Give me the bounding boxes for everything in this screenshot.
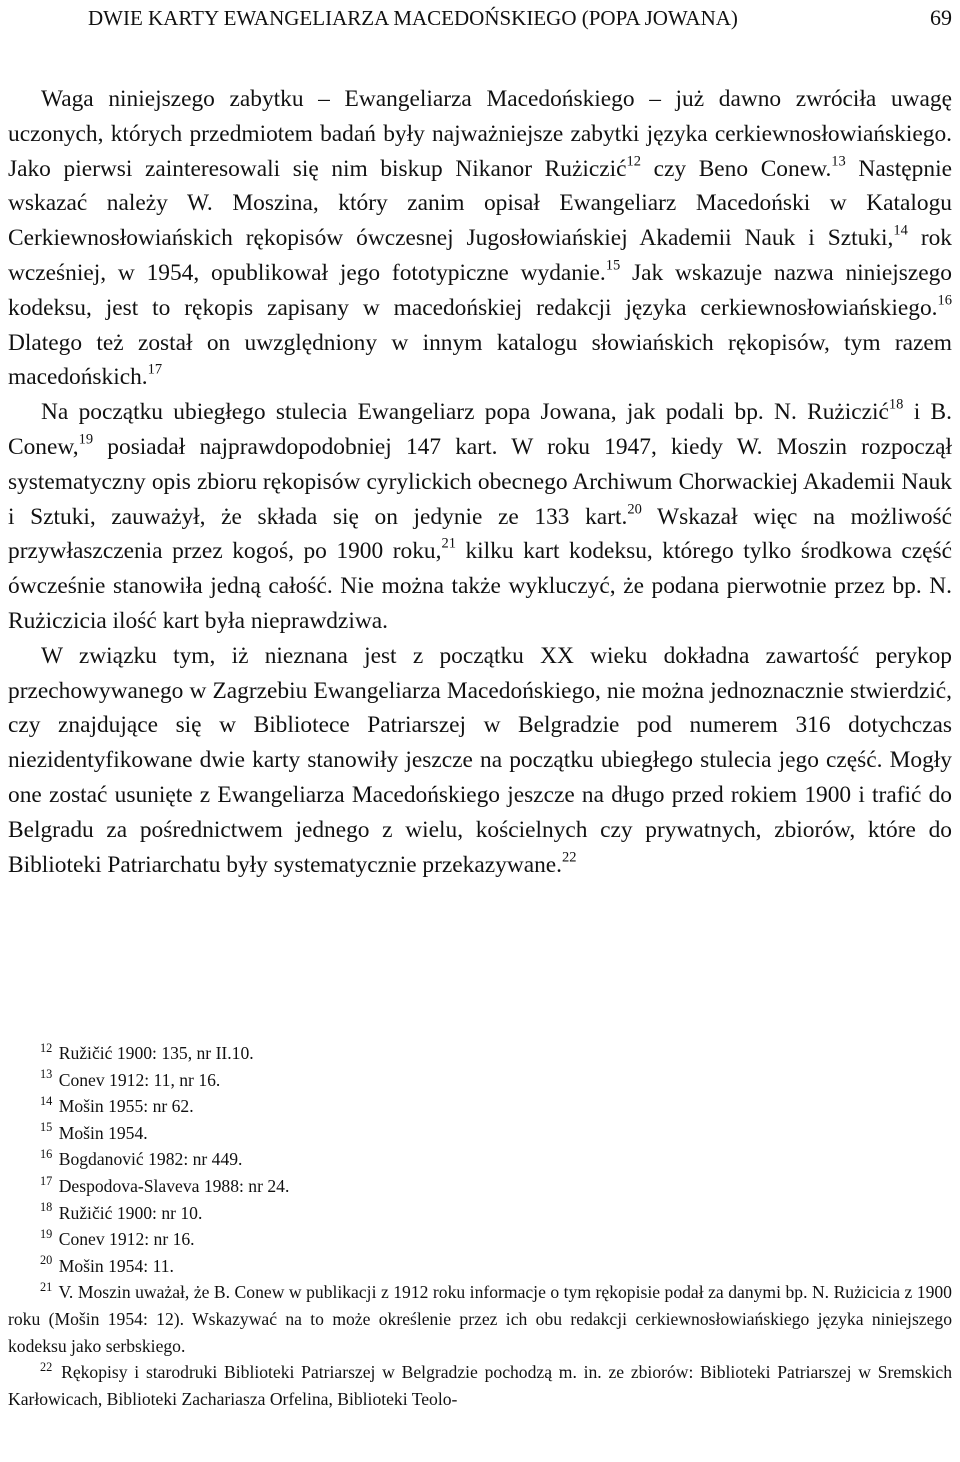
footnote-text: Bogdanović 1982: nr 449. <box>58 1149 243 1170</box>
footnote-number: 14 <box>40 1093 53 1108</box>
footnote-number: 17 <box>40 1173 53 1188</box>
paragraph-text: kilku kart kodeksu, którego tylko środkowa część ówcześnie stanowiła jedną całość. Nie można także wykluczyć, że podana pierwotnie przez bp. N. Rużiczicia ilość kart była nieprawdziwa. <box>8 538 952 634</box>
running-title: DWIE KARTY EWANGELIARZA MACEDOŃSKIEGO (POPA JOWANA) <box>88 6 738 30</box>
footnote-reference[interactable]: 18 <box>888 396 904 413</box>
paragraph-text: Wskazał więc na możliwość przywłaszczenia przez kogoś, po 1900 roku, <box>8 503 953 565</box>
footnote-number: 21 <box>40 1279 53 1294</box>
page-number: 69 <box>930 5 952 30</box>
paragraph <box>8 395 952 639</box>
footnote <box>8 1226 952 1253</box>
footnote-text: Conev 1912: 11, nr 16. <box>58 1069 221 1090</box>
paragraph-text: Jak wskazuje nazwa niniejszego kodeksu, jest to rękopis zapisany w macedońskiej redakcji języka cerkiewnosłowiańskiego. <box>8 259 952 321</box>
footnote-reference[interactable]: 15 <box>605 257 621 274</box>
footnote-reference[interactable]: 13 <box>831 153 846 170</box>
footnote-text: Mošin 1955: nr 62. <box>58 1096 194 1117</box>
footnote <box>8 1279 952 1359</box>
footnotes <box>8 1040 952 1412</box>
footnote <box>8 1253 952 1280</box>
footnote-number: 20 <box>40 1253 53 1268</box>
paragraph-text: posiadał najprawdopodobniej 147 kart. W roku 1947, kiedy W. Moszin rozpoczął systematyczny opis zbioru rękopisów cyrylickich obecnego Archiwum Chorwackiej Akademii Nauk i Sztuki, zauważył, że składa się on jedynie ze 133 kart. <box>8 433 952 530</box>
paragraph <box>8 82 952 395</box>
paragraph-text: Dlatego też został on uwzględniony w innym katalogu słowiańskich rękopisów, tym razem macedońskich. <box>8 329 952 391</box>
footnote-text: V. Moszin uważał, że B. Conew w publikacji z 1912 roku informacje o tym rękopisie podał za danymi bp. N. Rużicicia z 1900 roku (Mošin 1954: 12). Wskazywać na to może określenie przez ich obu redakcji cerkiewnosłowiańskiego języka niniejszego kodeksu jako serbskiego. <box>8 1282 952 1356</box>
paragraph-text: Następnie wskazać należy W. Moszina, który zanim opisał Ewangeliarz Macedoński w Katalogu Cerkiewnosłowiańskich rękopisów ówczesnej Jugosłowiańskiej Akademii Nauk i Sztuki, <box>8 155 952 252</box>
footnote <box>8 1093 952 1120</box>
paragraph <box>8 639 952 883</box>
footnote <box>8 1146 952 1173</box>
footnote <box>8 1359 952 1412</box>
footnote-number: 22 <box>40 1359 53 1374</box>
footnote-reference[interactable]: 21 <box>441 535 456 552</box>
footnote-number: 13 <box>40 1067 53 1082</box>
footnote-reference[interactable]: 20 <box>627 501 642 518</box>
footnote-text: Ružičić 1900: 135, nr II.10. <box>58 1043 254 1063</box>
footnote-text: Ružičić 1900: nr 10. <box>58 1202 203 1223</box>
footnote <box>8 1040 952 1067</box>
paragraph-text: Waga niniejszego zabytku – Ewangeliarza Macedońskiego – już dawno zwróciła uwagę uczonych, których przedmiotem badań były najważniejsze zabytki języka cerkiewnosłowiańskiego. Jako pierwsi zainteresowali się nim biskup Nikanor Rużiczić <box>8 86 952 182</box>
footnote-reference[interactable]: 17 <box>147 361 163 378</box>
paragraph-text: rok wcześniej, w 1954, opublikował jego fototypiczne wydanie. <box>8 225 953 286</box>
footnote-reference[interactable]: 22 <box>562 849 577 866</box>
footnote-number: 15 <box>40 1120 53 1135</box>
footnote-reference[interactable]: 12 <box>626 153 641 170</box>
footnote-reference[interactable]: 16 <box>937 292 952 309</box>
paragraph-text: czy Beno Conew. <box>640 155 832 182</box>
footnote-number: 16 <box>40 1146 53 1161</box>
paragraph-text: i B. Conew, <box>8 399 952 460</box>
footnote-text: Despodova-Slaveva 1988: nr 24. <box>58 1175 290 1196</box>
footnote-number: 18 <box>40 1200 53 1215</box>
footnote <box>8 1173 952 1200</box>
footnote-reference[interactable]: 14 <box>893 222 908 239</box>
footnote <box>8 1200 952 1227</box>
footnote-text: Mošin 1954: 11. <box>58 1255 174 1276</box>
footnote-reference[interactable]: 19 <box>78 431 94 448</box>
footnote-text: Rękopisy i starodruki Biblioteki Patriarszej w Belgradzie pochodzą m. in. ze zbiorów: Biblioteki Patriarszej w Sremskich Karłowicach, Biblioteki Zachariasza Orfelina, Biblioteki Teolo- <box>8 1362 952 1409</box>
footnote <box>8 1120 952 1147</box>
footnote-text: Mošin 1954. <box>58 1122 148 1143</box>
paragraph-text: W związku tym, iż nieznana jest z początku XX wieku dokładna zawartość perykop przechowywanego w Zagrzebiu Ewangeliarza Macedońskiego, nie można jednoznacznie stwierdzić, czy znajdujące się w Bibliotece Patriarszej w Belgradzie pod numerem 316 dotychczas niezidentyfikowane dwie karty stanowiły jeszcze na początku ubiegłego stulecia jego część. Mogły one zostać usunięte z Ewangeliarza Macedońskiego jeszcze na długo przed rokiem 1900 i trafić do Belgradu za pośrednictwem jednego z wielu, kościelnych czy prywatnych, zbiorów, które do Biblioteki Patriarchatu były systematycznie przekazywane. <box>8 642 952 878</box>
footnote <box>8 1067 952 1094</box>
paragraph-text: Na początku ubiegłego stulecia Ewangeliarz popa Jowana, jak podali bp. N. Rużiczić <box>41 399 889 426</box>
footnote-text: Conev 1912: nr 16. <box>58 1229 195 1250</box>
body-text <box>8 82 952 882</box>
footnote-number: 12 <box>40 1040 53 1055</box>
footnote-number: 19 <box>40 1226 53 1241</box>
